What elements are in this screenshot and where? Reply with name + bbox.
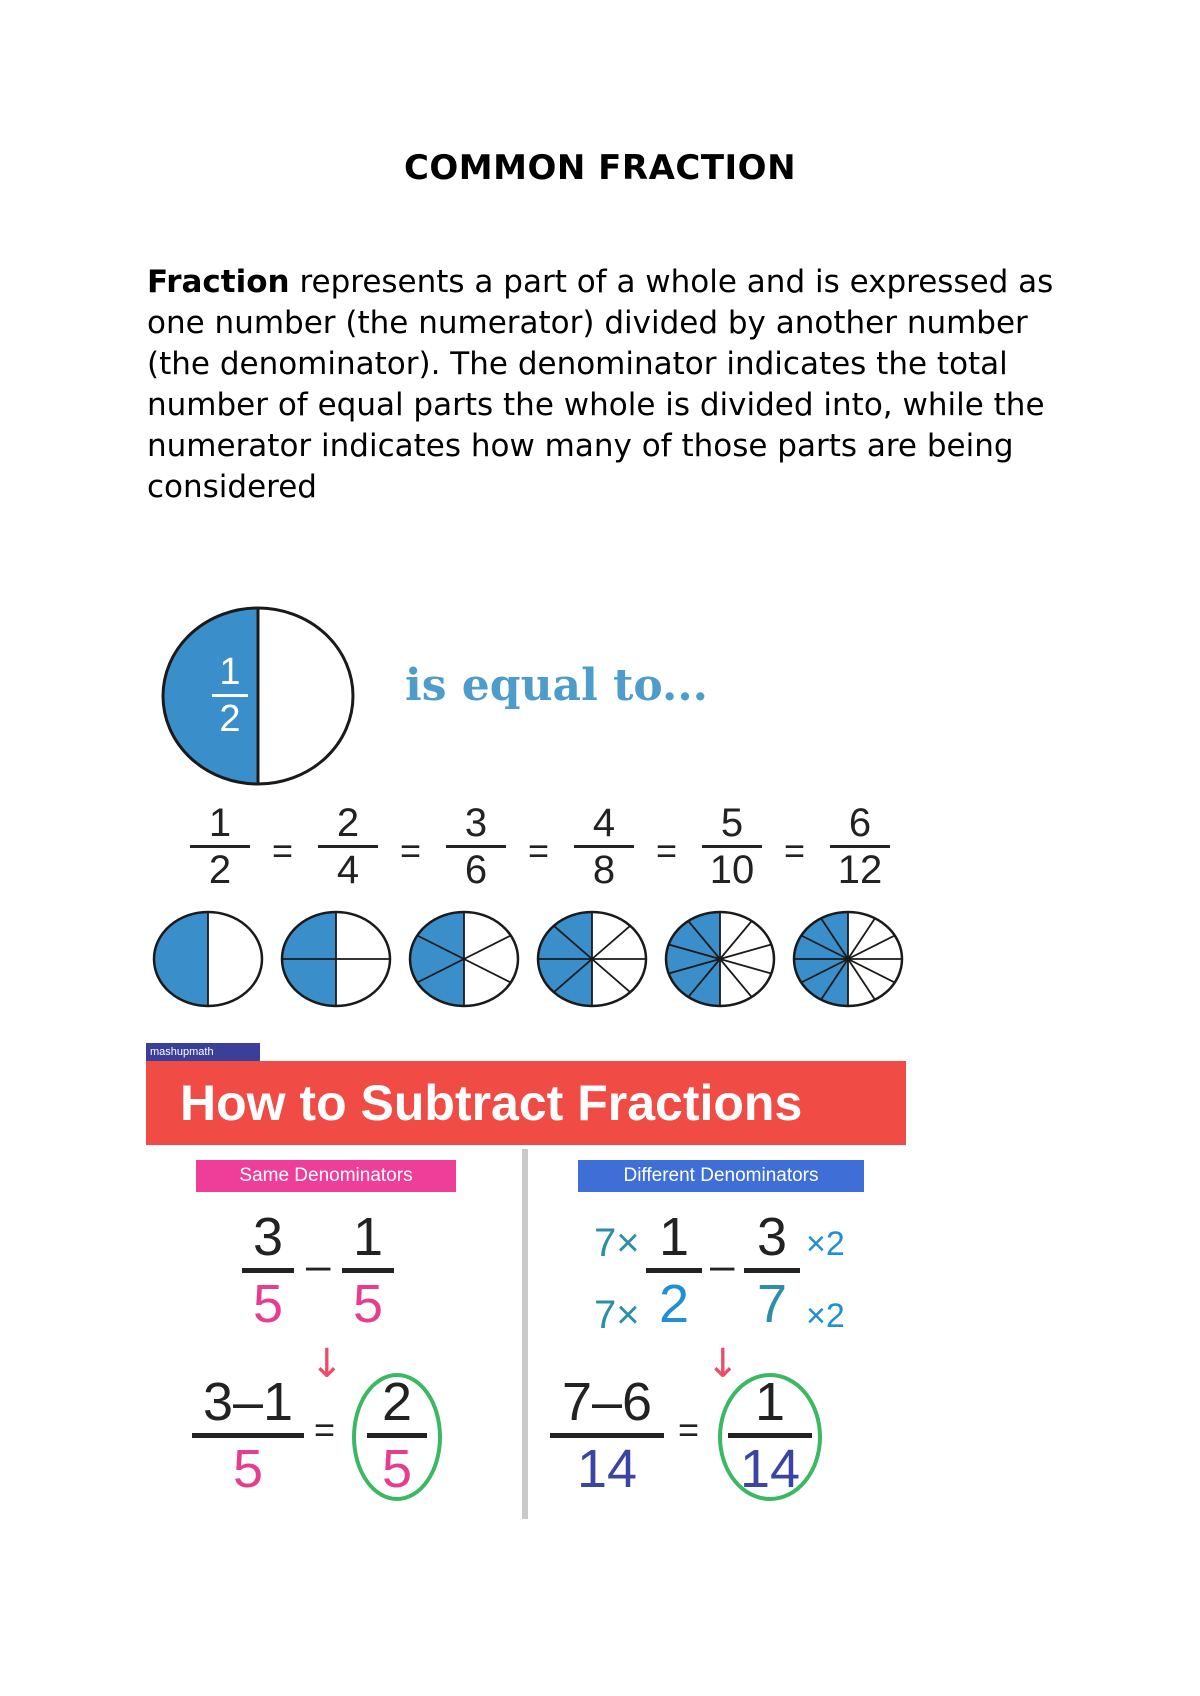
definition-term: Fraction [147,264,290,300]
denominator: 14 [739,1439,801,1499]
fraction-numerator: 2 [336,801,360,845]
equivalent-fraction-row [150,802,910,892]
fraction-denominator: 4 [336,848,360,892]
denominator: 14 [576,1439,638,1499]
fraction-bar [728,1433,812,1438]
fraction-4 [574,802,634,891]
fraction-2 [318,802,378,891]
down-arrow-icon: ↓ [310,1341,344,1387]
denominator: 5 [232,1439,264,1499]
fraction-bar [550,1433,664,1438]
pie-slice-line [720,959,771,974]
fraction-bar [744,1268,800,1273]
fraction-pie [794,912,902,1006]
definition-paragraph [147,262,1077,508]
fraction-numerator: 5 [720,801,744,845]
banner-title: How to Subtract Fractions [146,1061,906,1145]
fraction-numerator: 3 [464,801,488,845]
subtract-fractions-figure [146,1043,906,1523]
fraction-pie [282,912,390,1006]
equals-sign: = [678,1409,700,1450]
pie-slice-line [464,959,511,983]
numerator: 3–1 [202,1372,294,1432]
document-title: COMMON FRACTION [403,148,797,188]
same-result-fraction [192,1373,304,1498]
same-final-fraction [367,1373,427,1498]
fraction-denominator: 10 [709,848,755,892]
column-divider [522,1149,528,1519]
equals-sign: = [784,830,806,871]
numerator: 3 [252,1207,284,1267]
multiplier-right-top: ×2 [806,1225,845,1263]
pie-slice-line [464,936,511,960]
fraction-numerator: 1 [208,801,232,845]
denominator: 7 [756,1274,788,1334]
equals-sign: = [400,830,422,871]
same-fraction-a [242,1208,294,1333]
denominator: 5 [352,1274,384,1334]
fraction-pie [538,912,646,1006]
multiplier-right-bottom: ×2 [806,1297,845,1335]
pie-slice-line [720,944,771,959]
denominator: 5 [381,1439,413,1499]
minus-sign: – [306,1241,331,1290]
fraction-denominator: 2 [208,848,232,892]
big-fraction-bar [212,694,248,697]
numerator: 1 [352,1207,384,1267]
fraction-3 [446,802,506,891]
minus-sign: – [710,1241,735,1290]
half-circle-diagram [150,600,365,790]
equivalent-fractions-figure [150,600,930,1020]
multiplier-left-top: 7× [594,1221,640,1265]
equals-sign: = [314,1409,336,1450]
definition-text: represents a part of a whole and is expressed as one number (the numerator) divided by another number (the denominator). The denominator indicates the total number of equal parts the whole is divided into, while the numerator indicates how many of those parts are being considered [147,264,1054,505]
diff-fraction-a [646,1208,702,1333]
big-fraction-denominator: 2 [219,698,241,740]
different-denominators-tag: Different Denominators [578,1160,864,1192]
equals-sign: = [528,830,550,871]
fraction-bar [367,1433,427,1438]
numerator: 1 [754,1372,786,1432]
pie-slice-line [720,959,752,997]
fraction-5 [702,802,762,891]
fraction-denominator: 6 [464,848,488,892]
pie-slice-line [592,959,630,992]
diff-final-fraction [728,1373,812,1498]
equals-sign: = [656,830,678,871]
pie-filled-part [410,912,464,1006]
fraction-pie-row [150,905,930,1015]
same-denominators-tag: Same Denominators [196,1160,456,1192]
equals-sign: = [272,830,294,871]
fraction-1 [190,802,250,891]
numerator: 3 [756,1207,788,1267]
same-fraction-b [342,1208,394,1333]
fraction-bar [342,1268,394,1273]
fraction-pie [410,912,518,1006]
pie-filled-part [154,912,208,1006]
denominator: 2 [658,1274,690,1334]
down-arrow-icon: ↓ [706,1341,740,1387]
multiplier-left-bottom: 7× [594,1293,640,1337]
denominator: 5 [252,1274,284,1334]
big-fraction-numerator: 1 [219,651,241,693]
fraction-bar [646,1268,702,1273]
numerator: 1 [658,1207,690,1267]
logo: mashupmath [146,1043,260,1061]
fraction-numerator: 6 [848,801,872,845]
fraction-bar [242,1268,294,1273]
diff-result-fraction [550,1373,664,1498]
pie-slice-line [592,926,630,959]
fraction-numerator: 4 [592,801,616,845]
numerator: 7–6 [561,1372,653,1432]
big-fraction-label [212,652,248,739]
numerator: 2 [381,1372,413,1432]
fraction-denominator: 8 [592,848,616,892]
pie-slice-line [720,921,752,959]
fraction-pie [154,912,262,1006]
fraction-bar [192,1433,304,1438]
diff-fraction-b [744,1208,800,1333]
fraction-denominator: 12 [837,848,883,892]
equal-caption: is equal to... [405,660,708,711]
fraction-pie [666,912,774,1006]
fraction-6 [830,802,890,891]
